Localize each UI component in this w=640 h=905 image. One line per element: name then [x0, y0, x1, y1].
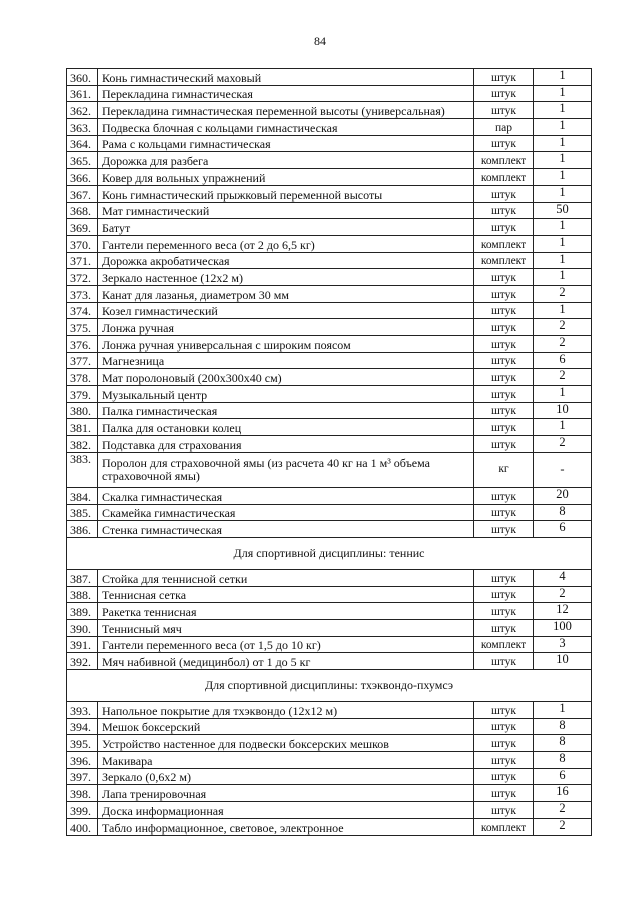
unit-of-measure: штук: [474, 718, 534, 735]
row-number: 374.: [67, 302, 98, 319]
table-row: [67, 785, 592, 802]
unit-of-measure: штук: [474, 586, 534, 603]
item-name: Табло информационное, световое, электронное: [98, 818, 474, 835]
table-row: [67, 702, 592, 719]
item-name: Зеркало (0,6х2 м): [98, 768, 474, 785]
item-name: Канат для лазанья, диаметром 30 мм: [98, 285, 474, 302]
row-number: 391.: [67, 636, 98, 653]
table-row: [67, 235, 592, 252]
item-name: Скалка гимнастическая: [98, 487, 474, 504]
section-heading-tennis: Для спортивной дисциплины: теннис: [67, 537, 592, 569]
unit-of-measure: штук: [474, 386, 534, 403]
unit-of-measure: комплект: [474, 169, 534, 186]
unit-of-measure: штук: [474, 619, 534, 636]
quantity: 1: [534, 185, 592, 202]
quantity: 8: [534, 735, 592, 752]
item-name: Магнезница: [98, 352, 474, 369]
unit-of-measure: штук: [474, 336, 534, 353]
row-number: 384.: [67, 487, 98, 504]
item-name: Рама с кольцами гимнастическая: [98, 135, 474, 152]
item-name: Гантели переменного веса (от 1,5 до 10 кг): [98, 636, 474, 653]
table-row: [67, 802, 592, 819]
quantity: 1: [534, 85, 592, 102]
table-row: [67, 818, 592, 835]
item-name: Палка для остановки колец: [98, 419, 474, 436]
unit-of-measure: штук: [474, 352, 534, 369]
row-number: 397.: [67, 768, 98, 785]
quantity: 4: [534, 569, 592, 586]
quantity: 2: [534, 802, 592, 819]
item-name: Конь гимнастический маховый: [98, 69, 474, 86]
table-row: [67, 119, 592, 136]
section-heading-taekwondo: Для спортивной дисциплины: тхэквондо-пхумсэ: [67, 670, 592, 702]
table-row: [67, 768, 592, 785]
table-row: [67, 202, 592, 219]
quantity: 1: [534, 386, 592, 403]
item-name: Конь гимнастический прыжковый переменной высоты: [98, 185, 474, 202]
unit-of-measure: штук: [474, 419, 534, 436]
quantity: 8: [534, 718, 592, 735]
row-number: 372.: [67, 269, 98, 286]
table-row: [67, 603, 592, 620]
unit-of-measure: штук: [474, 768, 534, 785]
item-name: Лонжа ручная: [98, 319, 474, 336]
unit-of-measure: штук: [474, 302, 534, 319]
section-row: [67, 537, 592, 569]
item-name: Стойка для теннисной сетки: [98, 569, 474, 586]
item-name: Дорожка для разбега: [98, 152, 474, 169]
item-name: Поролон для страховочной ямы (из расчета 40 кг на 1 м³ объема страховочной ямы): [98, 452, 474, 487]
table-row: [67, 269, 592, 286]
table-row: [67, 302, 592, 319]
row-number: 388.: [67, 586, 98, 603]
item-name: Мат гимнастический: [98, 202, 474, 219]
table-row: [67, 487, 592, 504]
quantity: 6: [534, 768, 592, 785]
quantity: -: [534, 452, 592, 487]
quantity: 1: [534, 302, 592, 319]
quantity: 2: [534, 586, 592, 603]
unit-of-measure: штук: [474, 504, 534, 521]
table-row: [67, 419, 592, 436]
item-name: Доска информационная: [98, 802, 474, 819]
item-name: Подвеска блочная с кольцами гимнастическая: [98, 119, 474, 136]
item-name: Перекладина гимнастическая переменной высоты (универсальная): [98, 102, 474, 119]
row-number: 386.: [67, 521, 98, 538]
table-row: [67, 336, 592, 353]
row-number: 369.: [67, 219, 98, 236]
row-number: 381.: [67, 419, 98, 436]
item-name: Скамейка гимнастическая: [98, 504, 474, 521]
row-number: 377.: [67, 352, 98, 369]
table-row: [67, 152, 592, 169]
row-number: 362.: [67, 102, 98, 119]
unit-of-measure: штук: [474, 487, 534, 504]
table-row: [67, 386, 592, 403]
table-row: [67, 521, 592, 538]
table-row: [67, 252, 592, 269]
row-number: 383.: [67, 452, 98, 487]
quantity: 1: [534, 169, 592, 186]
unit-of-measure: штук: [474, 319, 534, 336]
unit-of-measure: штук: [474, 202, 534, 219]
unit-of-measure: кг: [474, 452, 534, 487]
table-row: [67, 352, 592, 369]
unit-of-measure: штук: [474, 219, 534, 236]
row-number: 367.: [67, 185, 98, 202]
table-row: [67, 619, 592, 636]
item-name: Гантели переменного веса (от 2 до 6,5 кг): [98, 235, 474, 252]
row-number: 400.: [67, 818, 98, 835]
item-name: Лапа тренировочная: [98, 785, 474, 802]
row-number: 379.: [67, 386, 98, 403]
unit-of-measure: штук: [474, 85, 534, 102]
item-name: Лонжа ручная универсальная с широким поясом: [98, 336, 474, 353]
table-row: [67, 436, 592, 453]
item-name: Батут: [98, 219, 474, 236]
row-number: 385.: [67, 504, 98, 521]
unit-of-measure: штук: [474, 735, 534, 752]
quantity: 10: [534, 653, 592, 670]
item-name: Зеркало настенное (12х2 м): [98, 269, 474, 286]
quantity: 100: [534, 619, 592, 636]
row-number: 396.: [67, 752, 98, 769]
unit-of-measure: штук: [474, 185, 534, 202]
row-number: 376.: [67, 336, 98, 353]
unit-of-measure: штук: [474, 603, 534, 620]
row-number: 370.: [67, 235, 98, 252]
quantity: 2: [534, 818, 592, 835]
table-row: [67, 319, 592, 336]
table-row: [67, 586, 592, 603]
table-row: [67, 369, 592, 386]
row-number: 394.: [67, 718, 98, 735]
unit-of-measure: комплект: [474, 152, 534, 169]
item-name: Ракетка теннисная: [98, 603, 474, 620]
quantity: 1: [534, 102, 592, 119]
row-number: 395.: [67, 735, 98, 752]
unit-of-measure: штук: [474, 102, 534, 119]
quantity: 2: [534, 436, 592, 453]
item-name: Теннисная сетка: [98, 586, 474, 603]
unit-of-measure: штук: [474, 785, 534, 802]
row-number: 364.: [67, 135, 98, 152]
row-number: 375.: [67, 319, 98, 336]
unit-of-measure: штук: [474, 402, 534, 419]
unit-of-measure: штук: [474, 521, 534, 538]
quantity: 1: [534, 702, 592, 719]
row-number: 373.: [67, 285, 98, 302]
quantity: 2: [534, 319, 592, 336]
item-name: Теннисный мяч: [98, 619, 474, 636]
quantity: 1: [534, 419, 592, 436]
table-row: [67, 69, 592, 86]
table-row: [67, 185, 592, 202]
quantity: 6: [534, 352, 592, 369]
row-number: 399.: [67, 802, 98, 819]
table-row: [67, 285, 592, 302]
table-row: [67, 653, 592, 670]
unit-of-measure: штук: [474, 569, 534, 586]
table-row: [67, 636, 592, 653]
unit-of-measure: комплект: [474, 252, 534, 269]
table-row: [67, 85, 592, 102]
row-number: 392.: [67, 653, 98, 670]
quantity: 2: [534, 369, 592, 386]
quantity: 2: [534, 285, 592, 302]
unit-of-measure: штук: [474, 653, 534, 670]
row-number: 366.: [67, 169, 98, 186]
item-name: Козел гимнастический: [98, 302, 474, 319]
quantity: 12: [534, 603, 592, 620]
row-number: 398.: [67, 785, 98, 802]
section-row: [67, 670, 592, 702]
unit-of-measure: комплект: [474, 818, 534, 835]
unit-of-measure: пар: [474, 119, 534, 136]
unit-of-measure: штук: [474, 69, 534, 86]
quantity: 1: [534, 69, 592, 86]
unit-of-measure: штук: [474, 135, 534, 152]
item-name: Макивара: [98, 752, 474, 769]
quantity: 20: [534, 487, 592, 504]
page-number: 84: [314, 34, 326, 48]
quantity: 10: [534, 402, 592, 419]
item-name: Мат поролоновый (200х300х40 см): [98, 369, 474, 386]
unit-of-measure: штук: [474, 369, 534, 386]
quantity: 8: [534, 752, 592, 769]
row-number: 361.: [67, 85, 98, 102]
quantity: 1: [534, 252, 592, 269]
unit-of-measure: штук: [474, 285, 534, 302]
row-number: 387.: [67, 569, 98, 586]
quantity: 6: [534, 521, 592, 538]
row-number: 380.: [67, 402, 98, 419]
row-number: 390.: [67, 619, 98, 636]
item-name: Ковер для вольных упражнений: [98, 169, 474, 186]
item-name: Стенка гимнастическая: [98, 521, 474, 538]
table-row: [67, 752, 592, 769]
quantity: 1: [534, 135, 592, 152]
quantity: 1: [534, 152, 592, 169]
table-row: [67, 219, 592, 236]
quantity: 1: [534, 219, 592, 236]
row-number: 360.: [67, 69, 98, 86]
table-row: [67, 402, 592, 419]
table-row: [67, 569, 592, 586]
unit-of-measure: штук: [474, 269, 534, 286]
table-row: [67, 452, 592, 487]
quantity: 1: [534, 235, 592, 252]
row-number: 365.: [67, 152, 98, 169]
quantity: 50: [534, 202, 592, 219]
row-number: 378.: [67, 369, 98, 386]
quantity: 1: [534, 269, 592, 286]
row-number: 382.: [67, 436, 98, 453]
unit-of-measure: штук: [474, 802, 534, 819]
table-row: [67, 102, 592, 119]
unit-of-measure: штук: [474, 436, 534, 453]
quantity: 16: [534, 785, 592, 802]
unit-of-measure: штук: [474, 752, 534, 769]
item-name: Музыкальный центр: [98, 386, 474, 403]
unit-of-measure: комплект: [474, 235, 534, 252]
item-name: Напольное покрытие для тхэквондо (12х12 м): [98, 702, 474, 719]
table-row: [67, 504, 592, 521]
table-row: [67, 135, 592, 152]
row-number: 371.: [67, 252, 98, 269]
item-name: Подставка для страхования: [98, 436, 474, 453]
item-name: Перекладина гимнастическая: [98, 85, 474, 102]
row-number: 389.: [67, 603, 98, 620]
quantity: 1: [534, 119, 592, 136]
item-name: Палка гимнастическая: [98, 402, 474, 419]
table-row: [67, 735, 592, 752]
table-row: [67, 169, 592, 186]
row-number: 393.: [67, 702, 98, 719]
table-row: [67, 718, 592, 735]
equipment-table: [66, 68, 592, 836]
item-name: Устройство настенное для подвески боксерских мешков: [98, 735, 474, 752]
item-name: Мешок боксерский: [98, 718, 474, 735]
row-number: 363.: [67, 119, 98, 136]
quantity: 8: [534, 504, 592, 521]
item-name: Мяч набивной (медицинбол) от 1 до 5 кг: [98, 653, 474, 670]
row-number: 368.: [67, 202, 98, 219]
quantity: 3: [534, 636, 592, 653]
item-name: Дорожка акробатическая: [98, 252, 474, 269]
unit-of-measure: комплект: [474, 636, 534, 653]
quantity: 2: [534, 336, 592, 353]
unit-of-measure: штук: [474, 702, 534, 719]
